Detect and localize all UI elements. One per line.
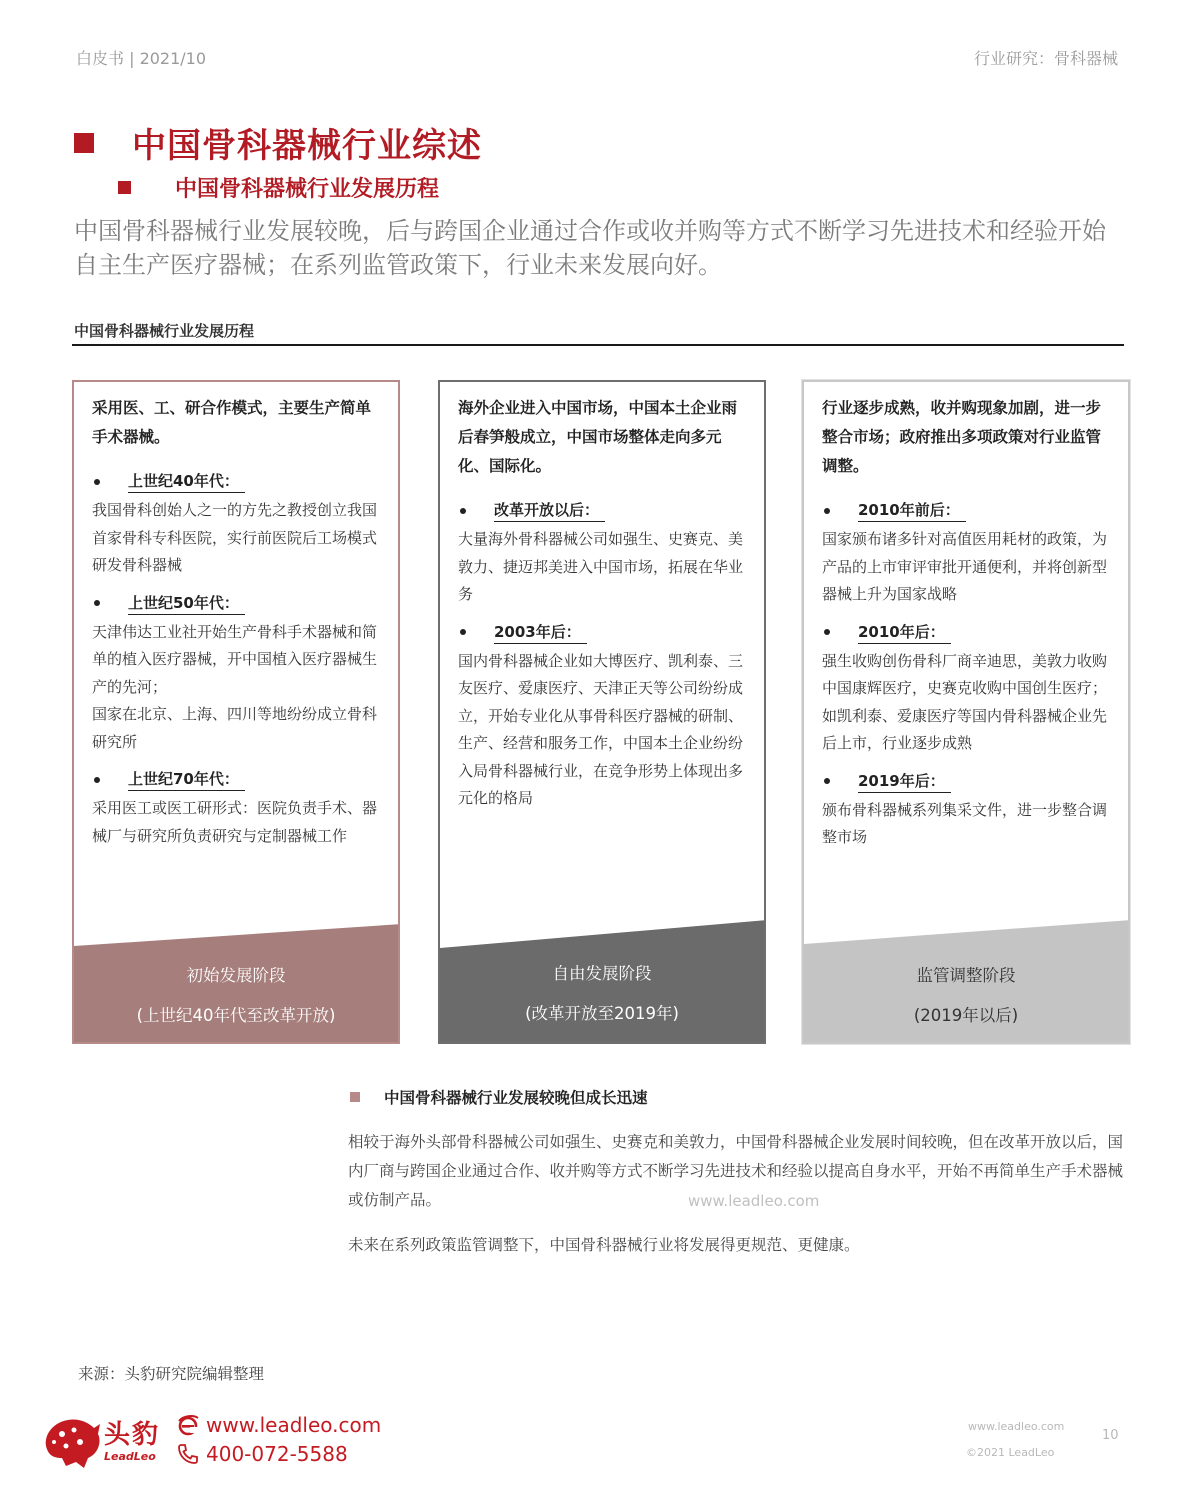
- stage-card-free: [438, 380, 766, 1044]
- stage-label: [804, 962, 1128, 1026]
- item-text-continued: 国家在北京、上海、四川等地纷纷成立骨科研究所: [92, 705, 378, 751]
- page-title-text: 中国骨科器械行业综述: [132, 126, 482, 166]
- summary-paragraph-2: 未来在系列政策监管调整下，中国骨科器械行业将发展得更规范、更健康。: [348, 1236, 860, 1254]
- stage-label: [440, 960, 764, 1024]
- stage-name: 初始发展阶段: [186, 966, 286, 985]
- bullet-icon: [460, 508, 466, 514]
- card-summary: 采用医、工、研合作模式，主要生产简单手术器械。: [92, 399, 372, 446]
- page-number: 10: [1102, 1428, 1119, 1443]
- bullet-icon: [824, 629, 830, 635]
- leopard-logo-icon: [40, 1412, 102, 1470]
- timeline-item: [822, 621, 1114, 758]
- item-text: 天津伟达工业社开始生产骨科手术器械和简单的植入医疗器械，开中国植入医疗器械生产的先河；: [92, 622, 378, 696]
- card-summary: 行业逐步成熟，收并购现象加剧，进一步整合市场；政府推出多项政策对行业监管调整。: [822, 399, 1102, 475]
- item-text: 强生收购创伤骨科厂商辛迪思，美敦力收购中国康辉医疗，史赛克收购中国创生医疗；: [822, 651, 1108, 697]
- stage-card-initial: [72, 380, 400, 1044]
- item-text: 国内骨科器械企业如大博医疗、凯利泰、三友医疗、爱康医疗、天津正天等公司纷纷成立，开始专业化从事骨科医疗器械的研制、生产、经营和服务工作，中国本土企业纷纷入局骨科器械行业，在竞争形势上体现出多元化的格局: [458, 651, 744, 807]
- title-square-icon: [74, 133, 94, 153]
- source-note: 来源：头豹研究院编辑整理: [78, 1365, 265, 1383]
- timeline-item: [458, 499, 750, 609]
- website-link[interactable]: [176, 1413, 381, 1437]
- brand-name-en: LeadLeo: [104, 1450, 156, 1463]
- brand-name-cn: 头豹: [104, 1420, 161, 1450]
- item-label: 上世纪70年代：: [128, 768, 245, 791]
- item-label: 2019年后：: [858, 770, 951, 793]
- item-text: 采用医工或医工研形式：医院负责手术、器械厂与研究所负责研究与定制器械工作: [92, 799, 378, 845]
- stage-period: (上世纪40年代至改革开放): [136, 1006, 336, 1025]
- stage-card-regulation: [802, 380, 1130, 1044]
- bullet-icon: [824, 508, 830, 514]
- summary-square-icon: [350, 1092, 360, 1102]
- footer-small-website: www.leadleo.com: [968, 1420, 1065, 1433]
- page-subtitle-text: 中国骨科器械行业发展历程: [175, 177, 440, 202]
- item-text: 我国骨科创始人之一的方先之教授创立我国首家骨科专科医院，实行前医院后工场模式研发骨科器械: [92, 501, 378, 574]
- item-text-continued: 如凯利泰、爱康医疗等国内骨科器械企业先后上市，行业逐步成熟: [822, 706, 1108, 752]
- bullet-icon: [94, 600, 100, 606]
- timeline-item: [92, 592, 384, 757]
- item-label: 上世纪50年代：: [128, 592, 245, 615]
- page-title: [74, 118, 482, 167]
- website-text[interactable]: www.leadleo.com: [206, 1413, 382, 1437]
- stage-period: (改革开放至2019年): [525, 1004, 679, 1023]
- phone-icon: [176, 1442, 200, 1466]
- summary-heading-text: 中国骨科器械行业发展较晚但成长迅速: [384, 1089, 648, 1107]
- timeline-item: [92, 470, 384, 580]
- item-label: 改革开放以后：: [494, 499, 605, 522]
- stage-label: [74, 962, 398, 1026]
- phone-link[interactable]: [176, 1442, 348, 1466]
- watermark-text: www.leadleo.com: [688, 1192, 820, 1210]
- item-label: 2010年后：: [858, 621, 951, 644]
- phone-text[interactable]: 400-072-5588: [206, 1442, 348, 1466]
- item-text: 大量海外骨科器械公司如强生、史赛克、美敦力、捷迈邦美进入中国市场，拓展在华业务: [458, 530, 744, 603]
- card-summary: 海外企业进入中国市场，中国本土企业雨后春笋般成立，中国市场整体走向多元化、国际化。: [458, 399, 738, 475]
- item-label: 2003年后：: [494, 621, 587, 644]
- timeline-item: [92, 768, 384, 850]
- section-divider: [72, 344, 1124, 346]
- subtitle-square-icon: [118, 181, 131, 194]
- timeline-item: [458, 621, 750, 813]
- bullet-icon: [460, 629, 466, 635]
- page-subtitle: [118, 172, 439, 203]
- item-label: 上世纪40年代：: [128, 470, 245, 493]
- bullet-icon: [94, 777, 100, 783]
- stage-name: 监管调整阶段: [916, 966, 1016, 985]
- summary-heading: [350, 1086, 648, 1108]
- section-title: 中国骨科器械行业发展历程: [74, 322, 255, 340]
- item-text: 颁布骨科器械系列集采文件，进一步整合调整市场: [822, 800, 1108, 846]
- item-text: 国家颁布诸多针对高值医用耗材的政策，为产品的上市审评审批开通便利，并将创新型器械上升为国家战略: [822, 530, 1108, 603]
- bullet-icon: [824, 778, 830, 784]
- header-category: 行业研究：骨科器械: [973, 49, 1118, 68]
- stage-name: 自由发展阶段: [552, 964, 652, 983]
- header-doc-type-date: 白皮书 | 2021/10: [76, 49, 207, 68]
- browser-e-icon: [176, 1413, 200, 1437]
- stage-period: (2019年以后): [913, 1006, 1019, 1025]
- intro-paragraph: 中国骨科器械行业发展较晚，后与跨国企业通过合作或收并购等方式不断学习先进技术和经验开始自主生产医疗器械；在系列监管政策下，行业未来发展向好。: [74, 217, 1106, 279]
- item-label: 2010年前后：: [858, 499, 966, 522]
- bullet-icon: [94, 479, 100, 485]
- footer-copyright: ©2021 LeadLeo: [966, 1446, 1055, 1459]
- summary-paragraph-1: 相较于海外头部骨科器械公司如强生、史赛克和美敦力，中国骨科器械企业发展时间较晚，但在改革开放以后，国内厂商与跨国企业通过合作、收并购等方式不断学习先进技术和经验以提高自身水平，开始不再简单生产手术器械或仿制产品。: [348, 1133, 1124, 1209]
- timeline-item: [822, 770, 1114, 852]
- timeline-item: [822, 499, 1114, 609]
